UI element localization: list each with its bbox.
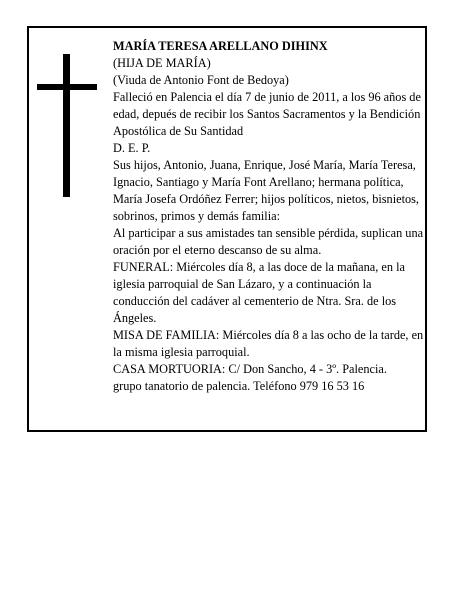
family-mass-paragraph: MISA DE FAMILIA: Miércoles día 8 a las ocho de la tarde, en la misma iglesia parroquial. bbox=[113, 328, 424, 359]
funeral-paragraph: FUNERAL: Miércoles día 8, a las doce de la mañana, en la iglesia parroquial de San Lázaro, y a continuación la conducción del cadáver al cementerio de Ntra. Sra. de los Ángeles. bbox=[113, 260, 405, 325]
deceased-subtitle: (HIJA DE MARÍA) bbox=[113, 56, 211, 70]
cross-vertical-bar bbox=[63, 54, 70, 197]
funeral-home-line: grupo tanatorio de palencia. Teléfono 979 16 53 16 bbox=[113, 379, 365, 393]
death-info-paragraph: Falleció en Palencia el día 7 de junio de 2011, a los 96 años de edad, depués de recibir los Santos Sacramentos y la Bendición Apostólica de Su Santidad bbox=[113, 90, 421, 138]
obituary-text bbox=[113, 38, 425, 395]
deceased-name: MARÍA TERESA ARELLANO DIHINX bbox=[113, 39, 328, 53]
dep-line: D. E. P. bbox=[113, 141, 151, 155]
cross-horizontal-bar bbox=[37, 84, 97, 90]
prayer-request-paragraph: Al participar a sus amistades tan sensible pérdida, suplican una oración por el eterno descanso de su alma. bbox=[113, 226, 424, 257]
cross-icon bbox=[37, 54, 97, 197]
family-paragraph: Sus hijos, Antonio, Juana, Enrique, José María, María Teresa, Ignacio, Santiago y María Font Arellano; hermana política, María Josefa Ordóñez Ferrer; hijos políticos, nietos, bisnietos, sobrinos, primos y demás familia: bbox=[113, 158, 419, 223]
mortuary-line: CASA MORTUORIA: C/ Don Sancho, 4 - 3º. Palencia. bbox=[113, 362, 387, 376]
widow-of-line: (Viuda de Antonio Font de Bedoya) bbox=[113, 73, 289, 87]
